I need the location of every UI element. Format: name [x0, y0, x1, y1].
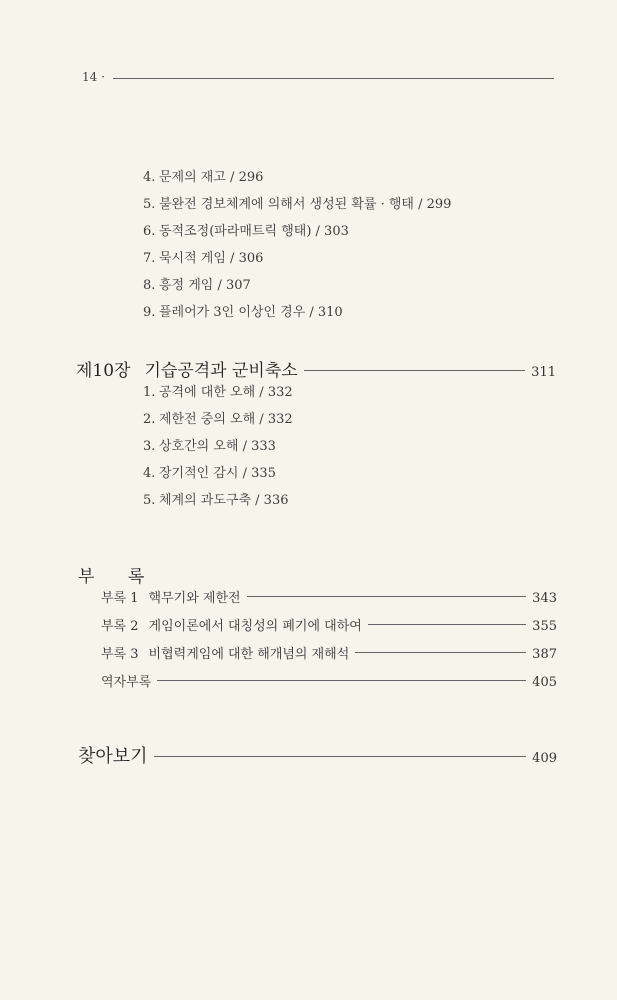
section-title: 묵시적 게임 / 306: [159, 251, 264, 266]
leader-line: [304, 370, 525, 371]
appendix-entry[interactable]: [101, 589, 557, 617]
appendix-page: 343: [532, 591, 557, 606]
header-rule: [113, 78, 554, 79]
toc-entry[interactable]: [143, 249, 451, 276]
appendix-page: 355: [532, 619, 557, 634]
section-title: 상호간의 오해 / 333: [159, 439, 276, 454]
toc-entry[interactable]: [143, 383, 293, 410]
section-title: 흥정 게임 / 307: [159, 278, 251, 293]
toc-entry[interactable]: [143, 437, 293, 464]
appendix-title: 비협력게임에 대한 해개념의 재해석: [148, 647, 350, 662]
section-number: 5.: [143, 197, 156, 212]
appendix-page: 405: [532, 675, 557, 690]
section-number: 4.: [143, 170, 156, 185]
appendix-title: 게임이론에서 대칭성의 폐기에 대하여: [148, 619, 362, 634]
section-title: 장기적인 감시 / 335: [159, 466, 276, 481]
appendix-label: 부록 3: [101, 647, 139, 662]
appendix-entry[interactable]: [101, 673, 557, 701]
appendix-title: 핵무기와 제한전: [148, 591, 241, 606]
toc-entry[interactable]: [143, 276, 451, 303]
section-title: 공격에 대한 오해 / 332: [159, 385, 293, 400]
toc-entry[interactable]: [143, 195, 451, 222]
chapter10-section-list: [143, 383, 293, 518]
leader-line: [368, 624, 526, 625]
section-number: 9.: [143, 305, 156, 320]
appendix-entry[interactable]: [101, 645, 557, 673]
toc-entry[interactable]: [143, 303, 451, 330]
page-header: [82, 70, 554, 84]
index-page: 409: [532, 751, 557, 766]
toc-entry[interactable]: [143, 168, 451, 195]
section-number: 6.: [143, 224, 156, 239]
appendix-list: [101, 589, 557, 701]
chapter-title: 기습공격과 군비축소: [144, 361, 298, 381]
index-title: 찾아보기: [78, 746, 148, 767]
appendix-label: 부록 1: [101, 591, 139, 606]
section-number: 2.: [143, 412, 156, 427]
appendix-heading: 부 록: [78, 567, 159, 587]
chapter9-section-list: [143, 168, 451, 330]
toc-entry[interactable]: [143, 222, 451, 249]
appendix-label: 부록 2: [101, 619, 139, 634]
appendix-entry[interactable]: [101, 617, 557, 645]
leader-line: [154, 756, 527, 757]
section-title: 문제의 재고 / 296: [159, 170, 264, 185]
chapter-page: 311: [531, 365, 556, 380]
section-number: 7.: [143, 251, 156, 266]
appendix-page: 387: [532, 647, 557, 662]
leader-line: [247, 596, 527, 597]
page-number: 14 ·: [82, 70, 105, 84]
index-entry[interactable]: [78, 742, 557, 768]
chapter-number: 제10장: [76, 361, 131, 381]
section-number: 4.: [143, 466, 156, 481]
appendix-title: 역자부록: [101, 675, 152, 690]
section-number: 1.: [143, 385, 156, 400]
leader-line: [355, 652, 526, 653]
section-number: 3.: [143, 439, 156, 454]
section-title: 불완전 경보체계에 의해서 생성된 확률 · 행태 / 299: [159, 197, 452, 212]
chapter10-heading[interactable]: [76, 356, 556, 381]
toc-entry[interactable]: [143, 410, 293, 437]
section-title: 플레어가 3인 이상인 경우 / 310: [159, 305, 343, 320]
section-title: 제한전 중의 오해 / 332: [159, 412, 293, 427]
toc-entry[interactable]: [143, 464, 293, 491]
toc-entry[interactable]: [143, 491, 293, 518]
section-title: 동적조정(파라매트릭 행태) / 303: [159, 224, 349, 239]
section-title: 체계의 과도구축 / 336: [159, 493, 289, 508]
section-number: 5.: [143, 493, 156, 508]
section-number: 8.: [143, 278, 156, 293]
leader-line: [157, 680, 526, 681]
